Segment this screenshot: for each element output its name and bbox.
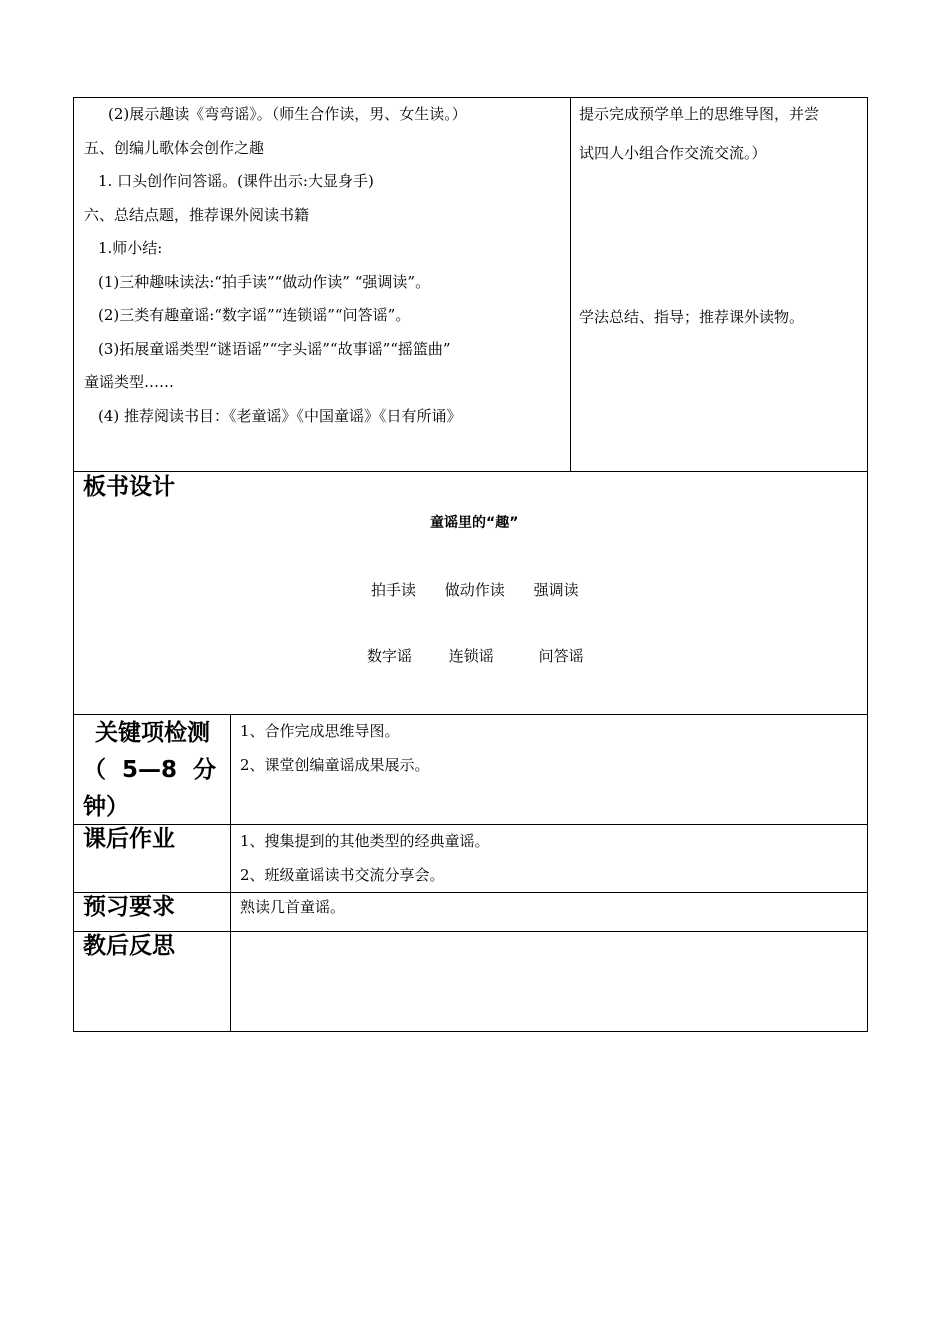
process-line: 童谣类型…… <box>84 373 175 391</box>
key-check-label <box>74 715 231 824</box>
process-line: 1.师小结: <box>98 239 163 257</box>
lesson-plan-table <box>73 97 868 1032</box>
homework-row <box>73 825 868 893</box>
process-row <box>73 97 868 472</box>
process-line: 五、创编儿歌体会创作之趣 <box>84 138 265 157</box>
key-check-row <box>73 715 868 825</box>
method-item: 强调读 <box>533 581 579 599</box>
reading-methods <box>371 579 579 600</box>
method-item: 拍手读 <box>371 581 417 599</box>
rhyme-item: 连锁谣 <box>448 647 494 665</box>
key-check-item: 1、合作完成思维导图。 <box>240 722 400 740</box>
preview-text: 熟读几首童谣。 <box>240 898 346 916</box>
process-line: (2)三类有趣童谣:“数字谣”“连锁谣”“问答谣”。 <box>98 306 411 324</box>
homework-content <box>231 825 867 892</box>
method-item: 做动作读 <box>444 581 505 599</box>
student-activity-cell <box>571 98 867 471</box>
preview-row <box>73 893 868 932</box>
reflection-label: 教后反思 <box>74 932 231 1031</box>
process-line: (1)三种趣味读法:“拍手读”“做动作读” “强调读”。 <box>98 272 431 291</box>
rhyme-item: 数字谣 <box>367 647 413 665</box>
reflection-content <box>231 932 867 1031</box>
homework-item: 1、搜集提到的其他类型的经典童谣。 <box>240 832 490 850</box>
process-line: (4) 推荐阅读书目：《老童谣》《中国童谣》《日有所诵》 <box>98 406 462 425</box>
student-summary: 学法总结、指导；推荐课外读物。 <box>579 308 805 326</box>
student-line: 试四人小组合作交流交流。） <box>579 143 767 162</box>
key-check-label-line: 钟） <box>83 794 129 820</box>
process-line: 六、总结点题，推荐课外阅读书籍 <box>84 205 310 224</box>
key-check-label-line: （ 5—8 分 <box>83 757 217 783</box>
preview-content <box>231 893 867 931</box>
reflection-row <box>73 932 868 1032</box>
board-design-label: 板书设计 <box>83 474 175 500</box>
rhyme-types <box>367 645 584 666</box>
process-line: (2)展示趣读《弯弯谣》。（师生合作读，男、女生读。） <box>108 105 467 123</box>
board-design-row <box>73 472 868 715</box>
key-check-content <box>231 715 867 824</box>
teacher-activity-cell <box>74 98 571 471</box>
reflection-text <box>240 932 867 966</box>
board-title: 童谣里的“趣” <box>430 515 519 531</box>
homework-item: 2、班级童谣读书交流分享会。 <box>240 865 445 884</box>
homework-label: 课后作业 <box>74 825 231 892</box>
preview-label: 预习要求 <box>74 893 231 931</box>
rhyme-item: 问答谣 <box>538 647 584 665</box>
process-line: 1. 口头创作问答谣。(课件出示:大显身手) <box>98 172 374 190</box>
key-check-label-line: 关键项检测 <box>95 720 210 746</box>
process-line: (3)拓展童谣类型“谜语谣”“字头谣”“故事谣”“摇篮曲” <box>98 339 451 358</box>
student-line: 提示完成预学单上的思维导图，并尝 <box>579 105 820 123</box>
key-check-item: 2、课堂创编童谣成果展示。 <box>240 755 430 774</box>
